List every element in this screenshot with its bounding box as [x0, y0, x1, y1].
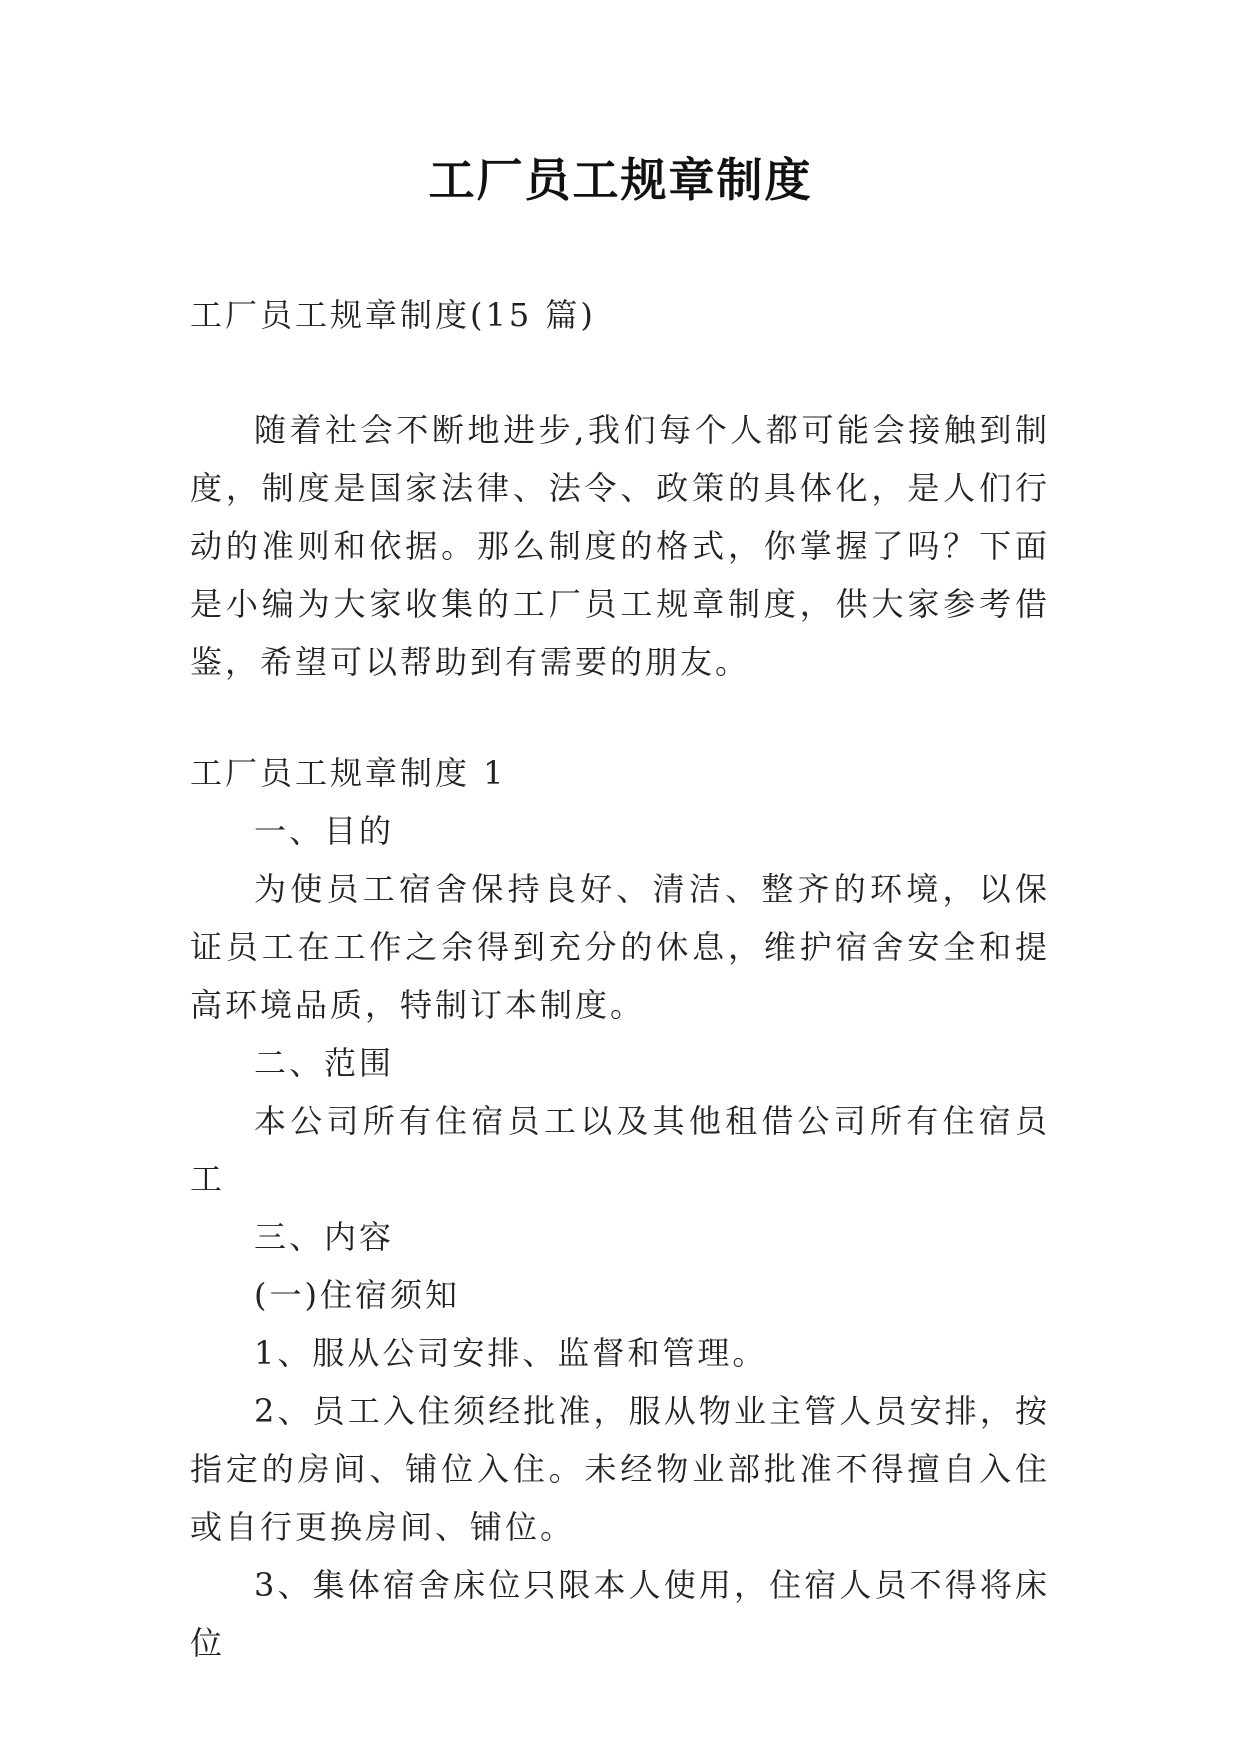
- scope-paragraph: 本公司所有住宿员工以及其他租借公司所有住宿员工: [190, 1102, 1050, 1198]
- purpose-paragraph: 为使员工宿舍保持良好、清洁、整齐的环境，以保证员工在工作之余得到充分的休息，维护宿舍安全和提高环境品质，特制订本制度。: [190, 870, 1050, 1024]
- intro-paragraph: 随着社会不断地进步,我们每个人都可能会接触到制度，制度是国家法律、法令、政策的具体化，是人们行动的准则和依据。那么制度的格式，你掌握了吗？下面是小编为大家收集的工厂员工规章制度，供大家参考借鉴，希望可以帮助到有需要的朋友。: [190, 411, 1050, 681]
- document-body: [190, 744, 1050, 1672]
- scope-heading: 二、范围: [254, 1044, 395, 1082]
- rule-item: 1、服从公司安排、监督和管理。: [254, 1334, 768, 1372]
- purpose-heading: 一、目的: [254, 812, 395, 850]
- section-heading: 工厂员工规章制度 1: [190, 754, 507, 792]
- document-subtitle: 工厂员工规章制度(15 篇): [190, 296, 596, 334]
- document-title: 工厂员工规章制度: [428, 153, 813, 207]
- rule-item: 3、集体宿舍床位只限本人使用，住宿人员不得将床位: [190, 1566, 1050, 1662]
- content-heading: 三、内容: [254, 1218, 395, 1256]
- accommodation-subheading: (一)住宿须知: [254, 1276, 460, 1314]
- rule-item: 2、员工入住须经批准，服从物业主管人员安排，按指定的房间、铺位入住。未经物业部批准不得擅自入住或自行更换房间、铺位。: [190, 1392, 1050, 1546]
